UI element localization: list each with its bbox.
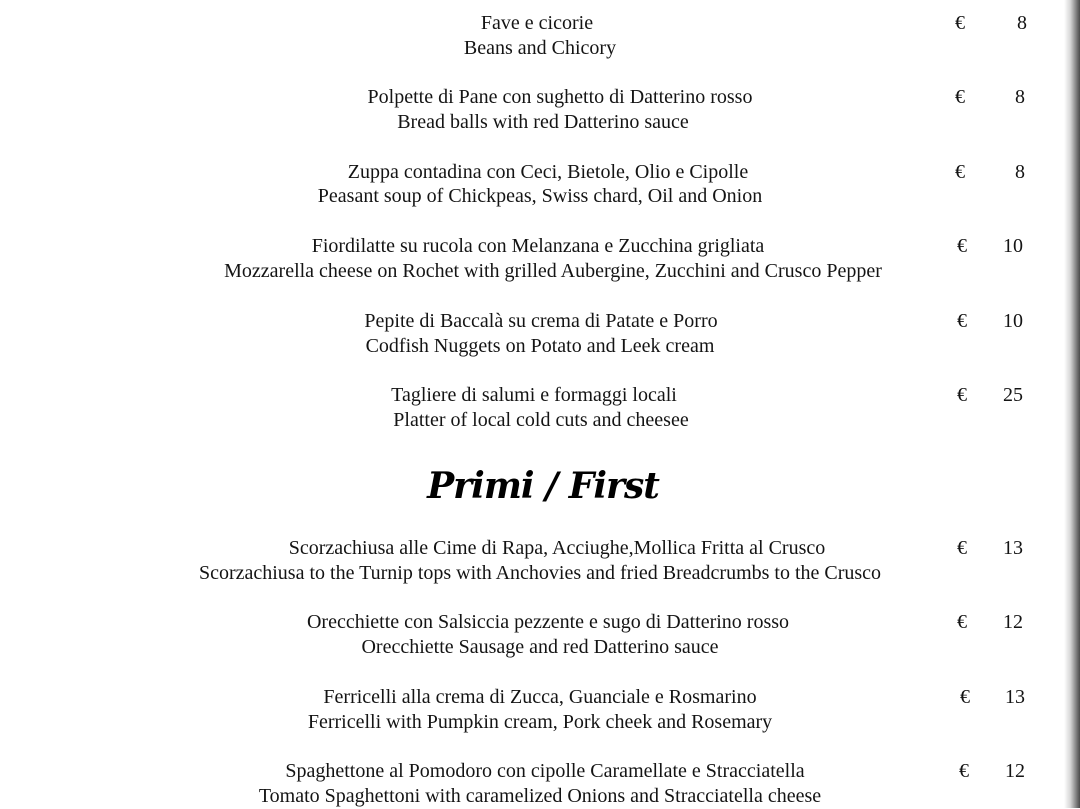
dish-name-italian: Fave e cicorie [480, 12, 594, 34]
price: 13 [1005, 686, 1025, 708]
section-heading-primi [0, 458, 1080, 514]
euro-symbol: € [960, 686, 970, 708]
euro-symbol: € [957, 310, 967, 332]
dish-name-english: Scorzachiusa to the Turnip tops with Anchovies and fried Breadcrumbs to the Crusco [198, 562, 882, 584]
menu-item-it [0, 308, 1080, 334]
dish-name-english: Peasant soup of Chickpeas, Swiss chard, Oil and Onion [317, 185, 763, 207]
euro-symbol: € [957, 537, 967, 559]
menu-item-en [0, 35, 1080, 61]
price: 13 [1003, 537, 1023, 559]
dish-name-english: Tomato Spaghettoni with caramelized Onions and Stracciatella cheese [258, 785, 822, 807]
price: 25 [1003, 384, 1023, 406]
dish-name-english: Bread balls with red Datterino sauce [397, 111, 689, 133]
price: 10 [1003, 310, 1023, 332]
menu-item-it [0, 684, 1080, 710]
euro-symbol: € [957, 384, 967, 406]
dish-name-italian: Pepite di Baccalà su crema di Patate e Porro [364, 310, 718, 332]
euro-symbol: € [955, 86, 965, 108]
menu-item-it [0, 535, 1080, 561]
price: 8 [1015, 86, 1025, 108]
section-heading-text: Primi / First [427, 465, 659, 507]
price: 10 [1003, 235, 1023, 257]
menu-item-it [0, 609, 1080, 635]
menu-item-it [0, 10, 1080, 36]
menu-item-en [0, 109, 1080, 135]
menu-item-en [0, 783, 1080, 809]
menu-item-en [0, 183, 1080, 209]
dish-name-italian: Zuppa contadina con Ceci, Bietole, Olio e Cipolle [347, 161, 749, 183]
dish-name-english: Mozzarella cheese on Rochet with grilled Aubergine, Zucchini and Crusco Pepper [224, 260, 882, 282]
euro-symbol: € [957, 235, 967, 257]
euro-symbol: € [957, 611, 967, 633]
price: 8 [1017, 12, 1027, 34]
menu-item-en [0, 634, 1080, 660]
dish-name-english: Codfish Nuggets on Potato and Leek cream [365, 335, 715, 357]
menu-item-en [0, 407, 1080, 433]
menu-item-it [0, 84, 1080, 110]
dish-name-english: Beans and Chicory [463, 37, 617, 59]
dish-name-italian: Fiordilatte su rucola con Melanzana e Zucchina grigliata [311, 235, 765, 257]
menu-item-it [0, 758, 1080, 784]
dish-name-english: Ferricelli with Pumpkin cream, Pork cheek and Rosemary [307, 711, 773, 733]
euro-symbol: € [955, 12, 965, 34]
dish-name-italian: Ferricelli alla crema di Zucca, Guanciale e Rosmarino [323, 686, 757, 708]
menu-item-en [0, 333, 1080, 359]
menu-item-it [0, 382, 1080, 408]
page-edge-shadow [1064, 0, 1080, 808]
menu-item-en [0, 560, 1080, 586]
euro-symbol: € [959, 760, 969, 782]
dish-name-italian: Scorzachiusa alle Cime di Rapa, Acciughe,Mollica Fritta al Crusco [288, 537, 826, 559]
dish-name-italian: Polpette di Pane con sughetto di Datterino rosso [367, 86, 753, 108]
dish-name-italian: Orecchiette con Salsiccia pezzente e sugo di Datterino rosso [306, 611, 790, 633]
euro-symbol: € [955, 161, 965, 183]
dish-name-english: Orecchiette Sausage and red Datterino sauce [361, 636, 719, 658]
price: 12 [1005, 760, 1025, 782]
dish-name-italian: Spaghettone al Pomodoro con cipolle Caramellate e Stracciatella [285, 760, 805, 782]
menu-item-en [0, 709, 1080, 735]
dish-name-italian: Tagliere di salumi e formaggi locali [391, 384, 677, 406]
price: 8 [1015, 161, 1025, 183]
dish-name-english: Platter of local cold cuts and cheesee [393, 409, 689, 431]
menu-item-it [0, 233, 1080, 259]
menu-item-en [0, 258, 1080, 284]
price: 12 [1003, 611, 1023, 633]
menu-item-it [0, 159, 1080, 185]
